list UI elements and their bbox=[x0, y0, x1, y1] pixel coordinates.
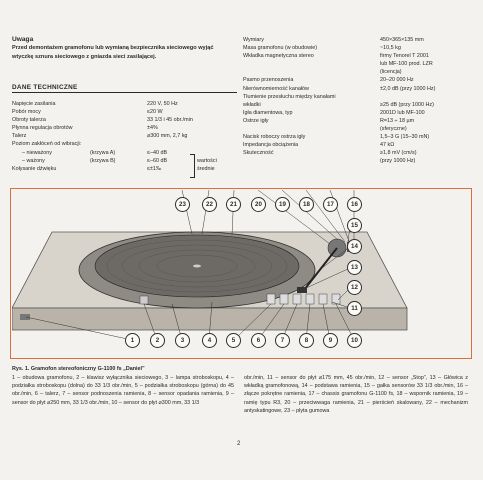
callout-14: 14 bbox=[347, 239, 362, 254]
spec-label: Nierównomierność kanałów bbox=[243, 85, 309, 92]
spec-row bbox=[12, 108, 237, 116]
spec-label: Igła diamentowa, typ bbox=[243, 109, 293, 116]
callout-10: 10 bbox=[347, 333, 362, 348]
callout-22: 22 bbox=[202, 197, 217, 212]
spec-value: 1,5–3 G (15–30 mN) bbox=[380, 134, 430, 141]
spec-row bbox=[12, 116, 237, 124]
callout-7: 7 bbox=[275, 333, 290, 348]
spec-row bbox=[243, 60, 475, 68]
spec-row bbox=[243, 36, 475, 44]
spec-value: (przy 1000 Hz) bbox=[380, 158, 416, 165]
callout-4: 4 bbox=[202, 333, 217, 348]
spec-mid: (krzywa B) bbox=[90, 157, 116, 164]
spec-value: ≤–40 dB bbox=[147, 149, 168, 156]
callout-23: 23 bbox=[175, 197, 190, 212]
spec-label: – nieważony bbox=[22, 149, 52, 156]
callout-6: 6 bbox=[251, 333, 266, 348]
spec-row bbox=[243, 93, 475, 101]
spec-label: Tłumienie przesłuchu między kanałami bbox=[243, 93, 336, 100]
spec-value: ±2,0 dB (przy 1000 Hz) bbox=[380, 85, 436, 92]
spec-row bbox=[243, 133, 475, 141]
spec-row bbox=[243, 85, 475, 93]
spec-row bbox=[243, 149, 475, 157]
spec-value: 33 1/3 i 45 obr./min bbox=[147, 117, 193, 124]
spec-row bbox=[12, 100, 237, 108]
spec-value: 2001D lub MF-100 bbox=[380, 109, 425, 116]
page-number: 2 bbox=[237, 441, 241, 447]
turntable-drawing bbox=[12, 190, 470, 357]
callout-20: 20 bbox=[251, 197, 266, 212]
warning-title: Uwaga bbox=[12, 36, 34, 43]
spec-row bbox=[12, 124, 237, 132]
spec-label: Poziom zakłóceń od wibracji: bbox=[12, 141, 82, 148]
spec-label: – ważony bbox=[22, 157, 45, 164]
caption-left-column: 1 – obudowa gramofonu, 2 – klawisz wyłącznika sieciowego, 3 – lampa stroboskopu, 4 – podziałka stroboskopu (dolna) do 33 1/3 obr./min, 5 – podziałka stroboskopu (górna) do 45 obr./min, 6 – talerz, 7 – sensor podnoszenia ramienia, 8 – sensor opadania ramienia, 9 – sensor do płyt ⌀250 mm, 33 1/3 obr./min, 10 – sensor do płyt ⌀300 mm, 33 1/3 bbox=[12, 375, 234, 406]
callout-18: 18 bbox=[299, 197, 314, 212]
caption-title: Rys. 1. Gramofon stereofoniczny G-1100 fs „Daniel” bbox=[12, 366, 145, 372]
callout-13: 13 bbox=[347, 260, 362, 275]
tech-section-title: DANE TECHNICZNE bbox=[12, 84, 78, 91]
spec-value: ≤±1‰ bbox=[147, 165, 162, 172]
spec-row bbox=[243, 125, 475, 133]
spec-value: firmy Tenorel T 2001 bbox=[380, 53, 429, 60]
spec-label: Kołysanie dźwięku bbox=[12, 165, 57, 172]
spec-row bbox=[243, 76, 475, 84]
callout-8: 8 bbox=[299, 333, 314, 348]
spec-value: 450×365×135 mm bbox=[380, 37, 424, 43]
spec-value: ~10,5 kg bbox=[380, 45, 401, 52]
spec-label: Talerz bbox=[12, 133, 27, 140]
spec-value: ≤–60 dB bbox=[147, 157, 168, 164]
spec-row bbox=[12, 132, 237, 140]
spec-row bbox=[243, 52, 475, 60]
spec-value: R=13 ÷ 18 µm bbox=[380, 117, 415, 124]
spec-label: Masa gramofonu (w obudowie) bbox=[243, 45, 318, 52]
spec-row bbox=[243, 157, 475, 165]
callout-16: 16 bbox=[347, 197, 362, 212]
spec-value: lub MF-100 prod. LZR bbox=[380, 61, 433, 68]
callout-15: 15 bbox=[347, 218, 362, 233]
spec-value: 20–20 000 Hz bbox=[380, 77, 414, 84]
callout-9: 9 bbox=[323, 333, 338, 348]
spec-label: Wymiary bbox=[243, 37, 264, 43]
spec-row bbox=[243, 44, 475, 52]
figure-caption bbox=[12, 365, 472, 414]
spec-value: ≥1,8 mV (cm/s) bbox=[380, 150, 417, 157]
spec-label: wkładki bbox=[243, 101, 261, 108]
spec-label: Ostrze igły bbox=[243, 117, 269, 124]
spec-value: (sferyczne) bbox=[380, 126, 407, 133]
average-label: wartości średnie bbox=[197, 158, 217, 172]
spec-row bbox=[12, 149, 237, 157]
spec-row bbox=[243, 101, 475, 109]
spec-value: (licencja) bbox=[380, 69, 402, 76]
callout-17: 17 bbox=[323, 197, 338, 212]
callout-12: 12 bbox=[347, 280, 362, 295]
spec-value: 47 kΩ bbox=[380, 142, 395, 149]
spec-row bbox=[12, 140, 237, 148]
spec-mid: (krzywa A) bbox=[90, 149, 116, 156]
spec-value: ≥25 dB (przy 1000 Hz) bbox=[380, 101, 434, 108]
callout-3: 3 bbox=[175, 333, 190, 348]
spec-label: Napięcie zasilania bbox=[12, 101, 56, 107]
spec-label: Nacisk roboczy ostrza igły bbox=[243, 134, 306, 141]
spec-label: Pobór mocy bbox=[12, 109, 41, 116]
spec-row bbox=[243, 141, 475, 149]
spec-row bbox=[243, 117, 475, 125]
spec-label: Płynna regulacja obrotów bbox=[12, 125, 73, 132]
warning-text: Przed demontażem gramofonu lub wymianą bezpiecznika sieciowego wyjąć wtyczkę sznura sieciowego z gniazda sieci zasilającej. bbox=[12, 45, 214, 60]
spec-value: ±4% bbox=[147, 125, 158, 132]
callout-1: 1 bbox=[125, 333, 140, 348]
callout-11: 11 bbox=[347, 301, 362, 316]
caption-right-column: obr./min, 11 – sensor do płyt ⌀175 mm, 45 obr./min, 12 – sensor „Stop”, 13 – Główica z wkładką gramofonową, 14 – podstawa ramienia, 15 – gałka sensorów 33 1/3 obr./min, 16 – złącze pokrętne ramienia, 17 – chassis gramofonu G-1100 fs, 18 – wspornik ramienia, 19 – ramię typu R3, 20 – przeciwwaga ramienia, 21 – pierścień skalowany, 22 – mechanizm antyskatingowe, 23 – płyta gumowa bbox=[244, 375, 468, 414]
callout-21: 21 bbox=[226, 197, 241, 212]
spec-label: Obroty talerza bbox=[12, 117, 46, 124]
spec-label: Impedancja obciążenia bbox=[243, 142, 299, 149]
spec-row bbox=[243, 109, 475, 117]
callout-2: 2 bbox=[150, 333, 165, 348]
spec-value: ≤20 W bbox=[147, 109, 163, 116]
average-bracket bbox=[190, 154, 195, 178]
callout-5: 5 bbox=[226, 333, 241, 348]
spec-row bbox=[243, 68, 475, 76]
spec-value: ⌀300 mm, 2,7 kg bbox=[147, 133, 188, 140]
callout-19: 19 bbox=[275, 197, 290, 212]
spec-label: Skuteczność bbox=[243, 150, 274, 157]
spec-label: Wkładka magnetyczna stereo bbox=[243, 53, 314, 60]
section-rule bbox=[12, 92, 237, 93]
spec-label: Pasmo przenoszenia bbox=[243, 77, 294, 84]
right-specs bbox=[243, 36, 475, 166]
spec-value: 220 V, 50 Hz bbox=[147, 101, 178, 107]
